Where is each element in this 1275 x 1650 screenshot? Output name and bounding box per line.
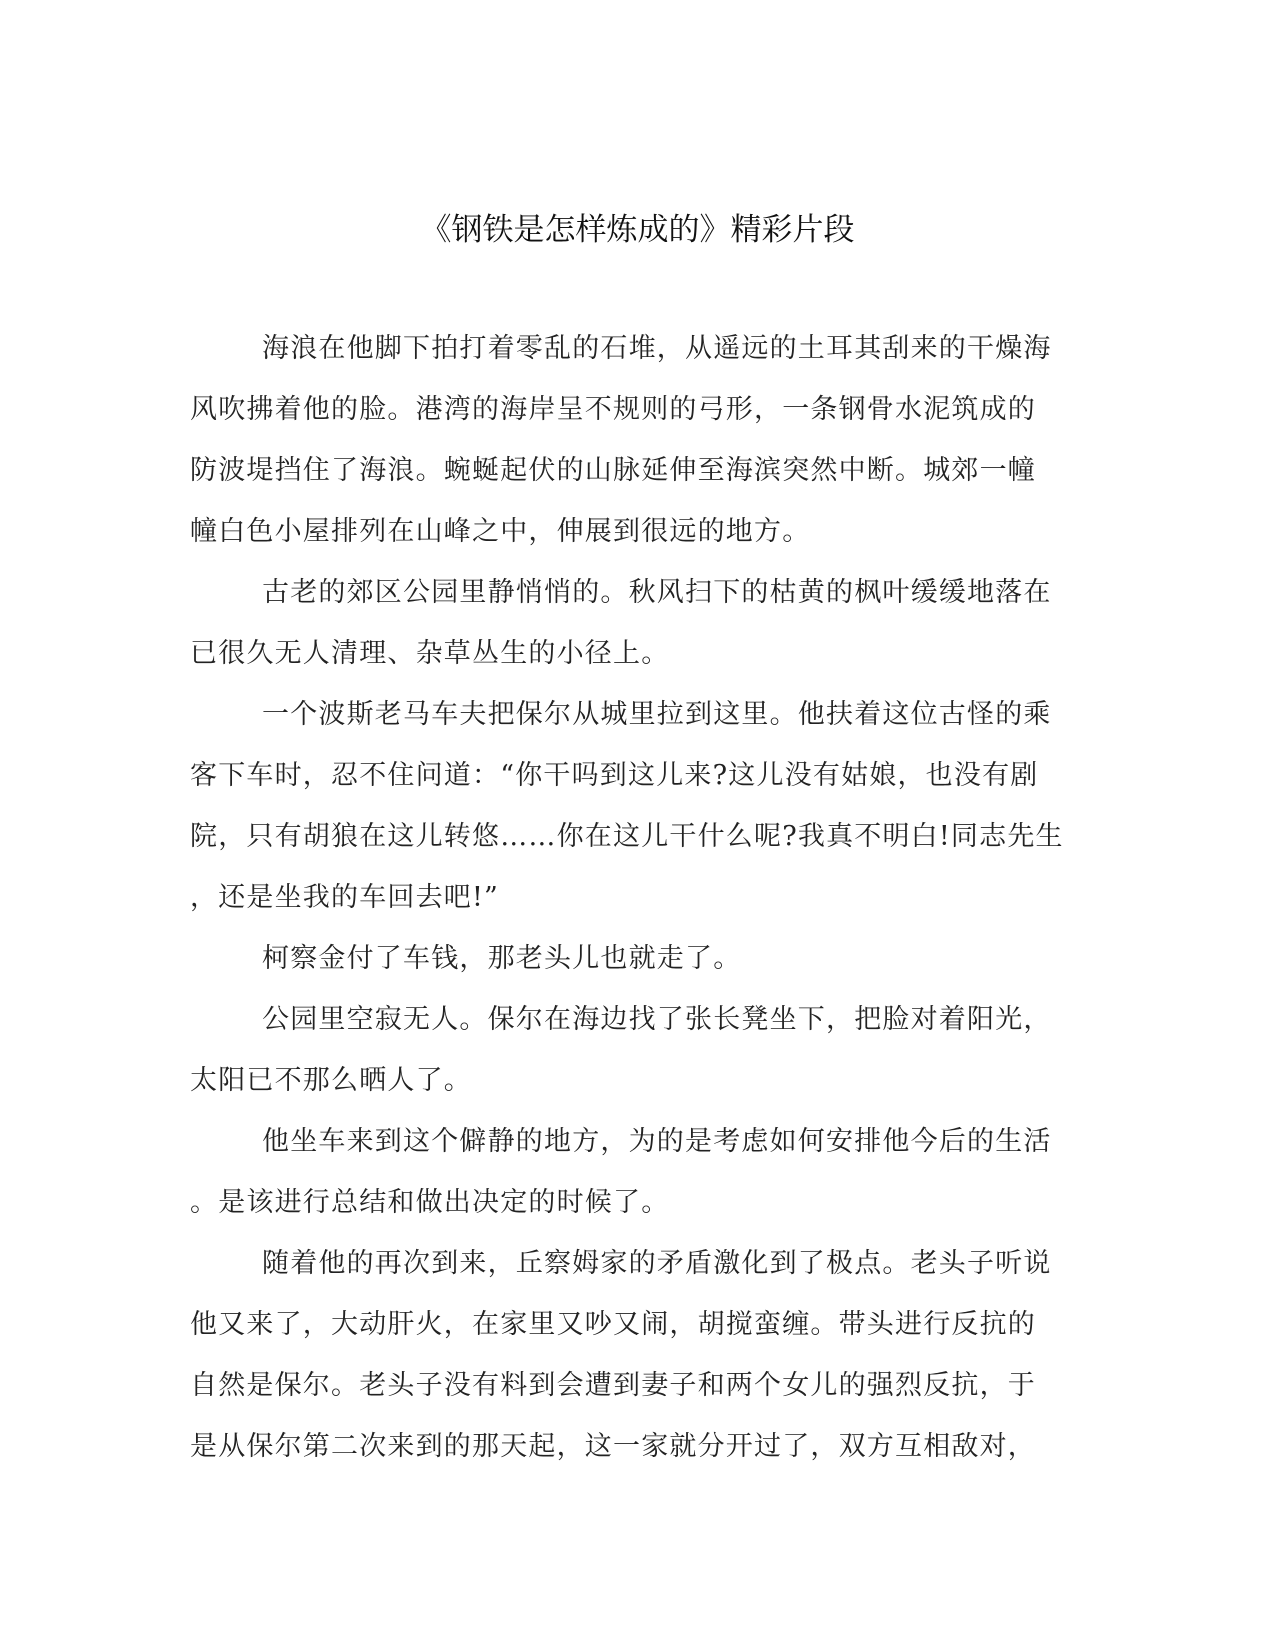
paragraph-6-line-2: 。是该进行总结和做出决定的时候了。 <box>190 1187 670 1218</box>
paragraph-2-line-2: 已很久无人清理、杂草丛生的小径上。 <box>190 638 670 669</box>
document-body <box>190 318 1070 1477</box>
paragraph-5-line-1: 公园里空寂无人。保尔在海边找了张长凳坐下，把脸对着阳光， <box>262 1004 1052 1035</box>
paragraph-7-line-3: 自然是保尔。老头子没有料到会遭到妻子和两个女儿的强烈反抗，于 <box>190 1370 1036 1401</box>
paragraph-1-line-1: 海浪在他脚下拍打着零乱的石堆，从遥远的土耳其刮来的干燥海 <box>262 333 1052 364</box>
paragraph-3-line-3: 院，只有胡狼在这儿转悠……你在这儿干什么呢?我真不明白!同志先生 <box>190 821 1064 852</box>
paragraph-7-line-4: 是从保尔第二次来到的那天起，这一家就分开过了，双方互相敌对， <box>190 1431 1036 1462</box>
paragraph-7-line-1: 随着他的再次到来，丘察姆家的矛盾激化到了极点。老头子听说 <box>262 1248 1052 1279</box>
paragraph-7-line-2: 他又来了，大动肝火，在家里又吵又闹，胡搅蛮缠。带头进行反抗的 <box>190 1309 1036 1340</box>
paragraph-1-line-4: 幢白色小屋排列在山峰之中，伸展到很远的地方。 <box>190 516 811 547</box>
paragraph-6-line-1: 他坐车来到这个僻静的地方，为的是考虑如何安排他今后的生活 <box>262 1126 1052 1157</box>
paragraph-2-line-1: 古老的郊区公园里静悄悄的。秋风扫下的枯黄的枫叶缓缓地落在 <box>262 577 1052 608</box>
document-title: 《钢铁是怎样炼成的》精彩片段 <box>420 212 855 248</box>
paragraph-1-line-2: 风吹拂着他的脸。港湾的海岸呈不规则的弓形，一条钢骨水泥筑成的 <box>190 394 1036 425</box>
paragraph-5-line-2: 太阳已不那么晒人了。 <box>190 1065 472 1096</box>
paragraph-1-line-3: 防波堤挡住了海浪。蜿蜒起伏的山脉延伸至海滨突然中断。城郊一幢 <box>190 455 1036 486</box>
paragraph-3-line-4: ，还是坐我的车回去吧!” <box>190 882 500 913</box>
paragraph-3-line-2: 客下车时，忍不住问道：“你干吗到这儿来?这儿没有姑娘，也没有剧 <box>190 760 1039 791</box>
paragraph-3-line-1: 一个波斯老马车夫把保尔从城里拉到这里。他扶着这位古怪的乘 <box>262 699 1052 730</box>
paragraph-4-line-1: 柯察金付了车钱，那老头儿也就走了。 <box>262 943 742 974</box>
